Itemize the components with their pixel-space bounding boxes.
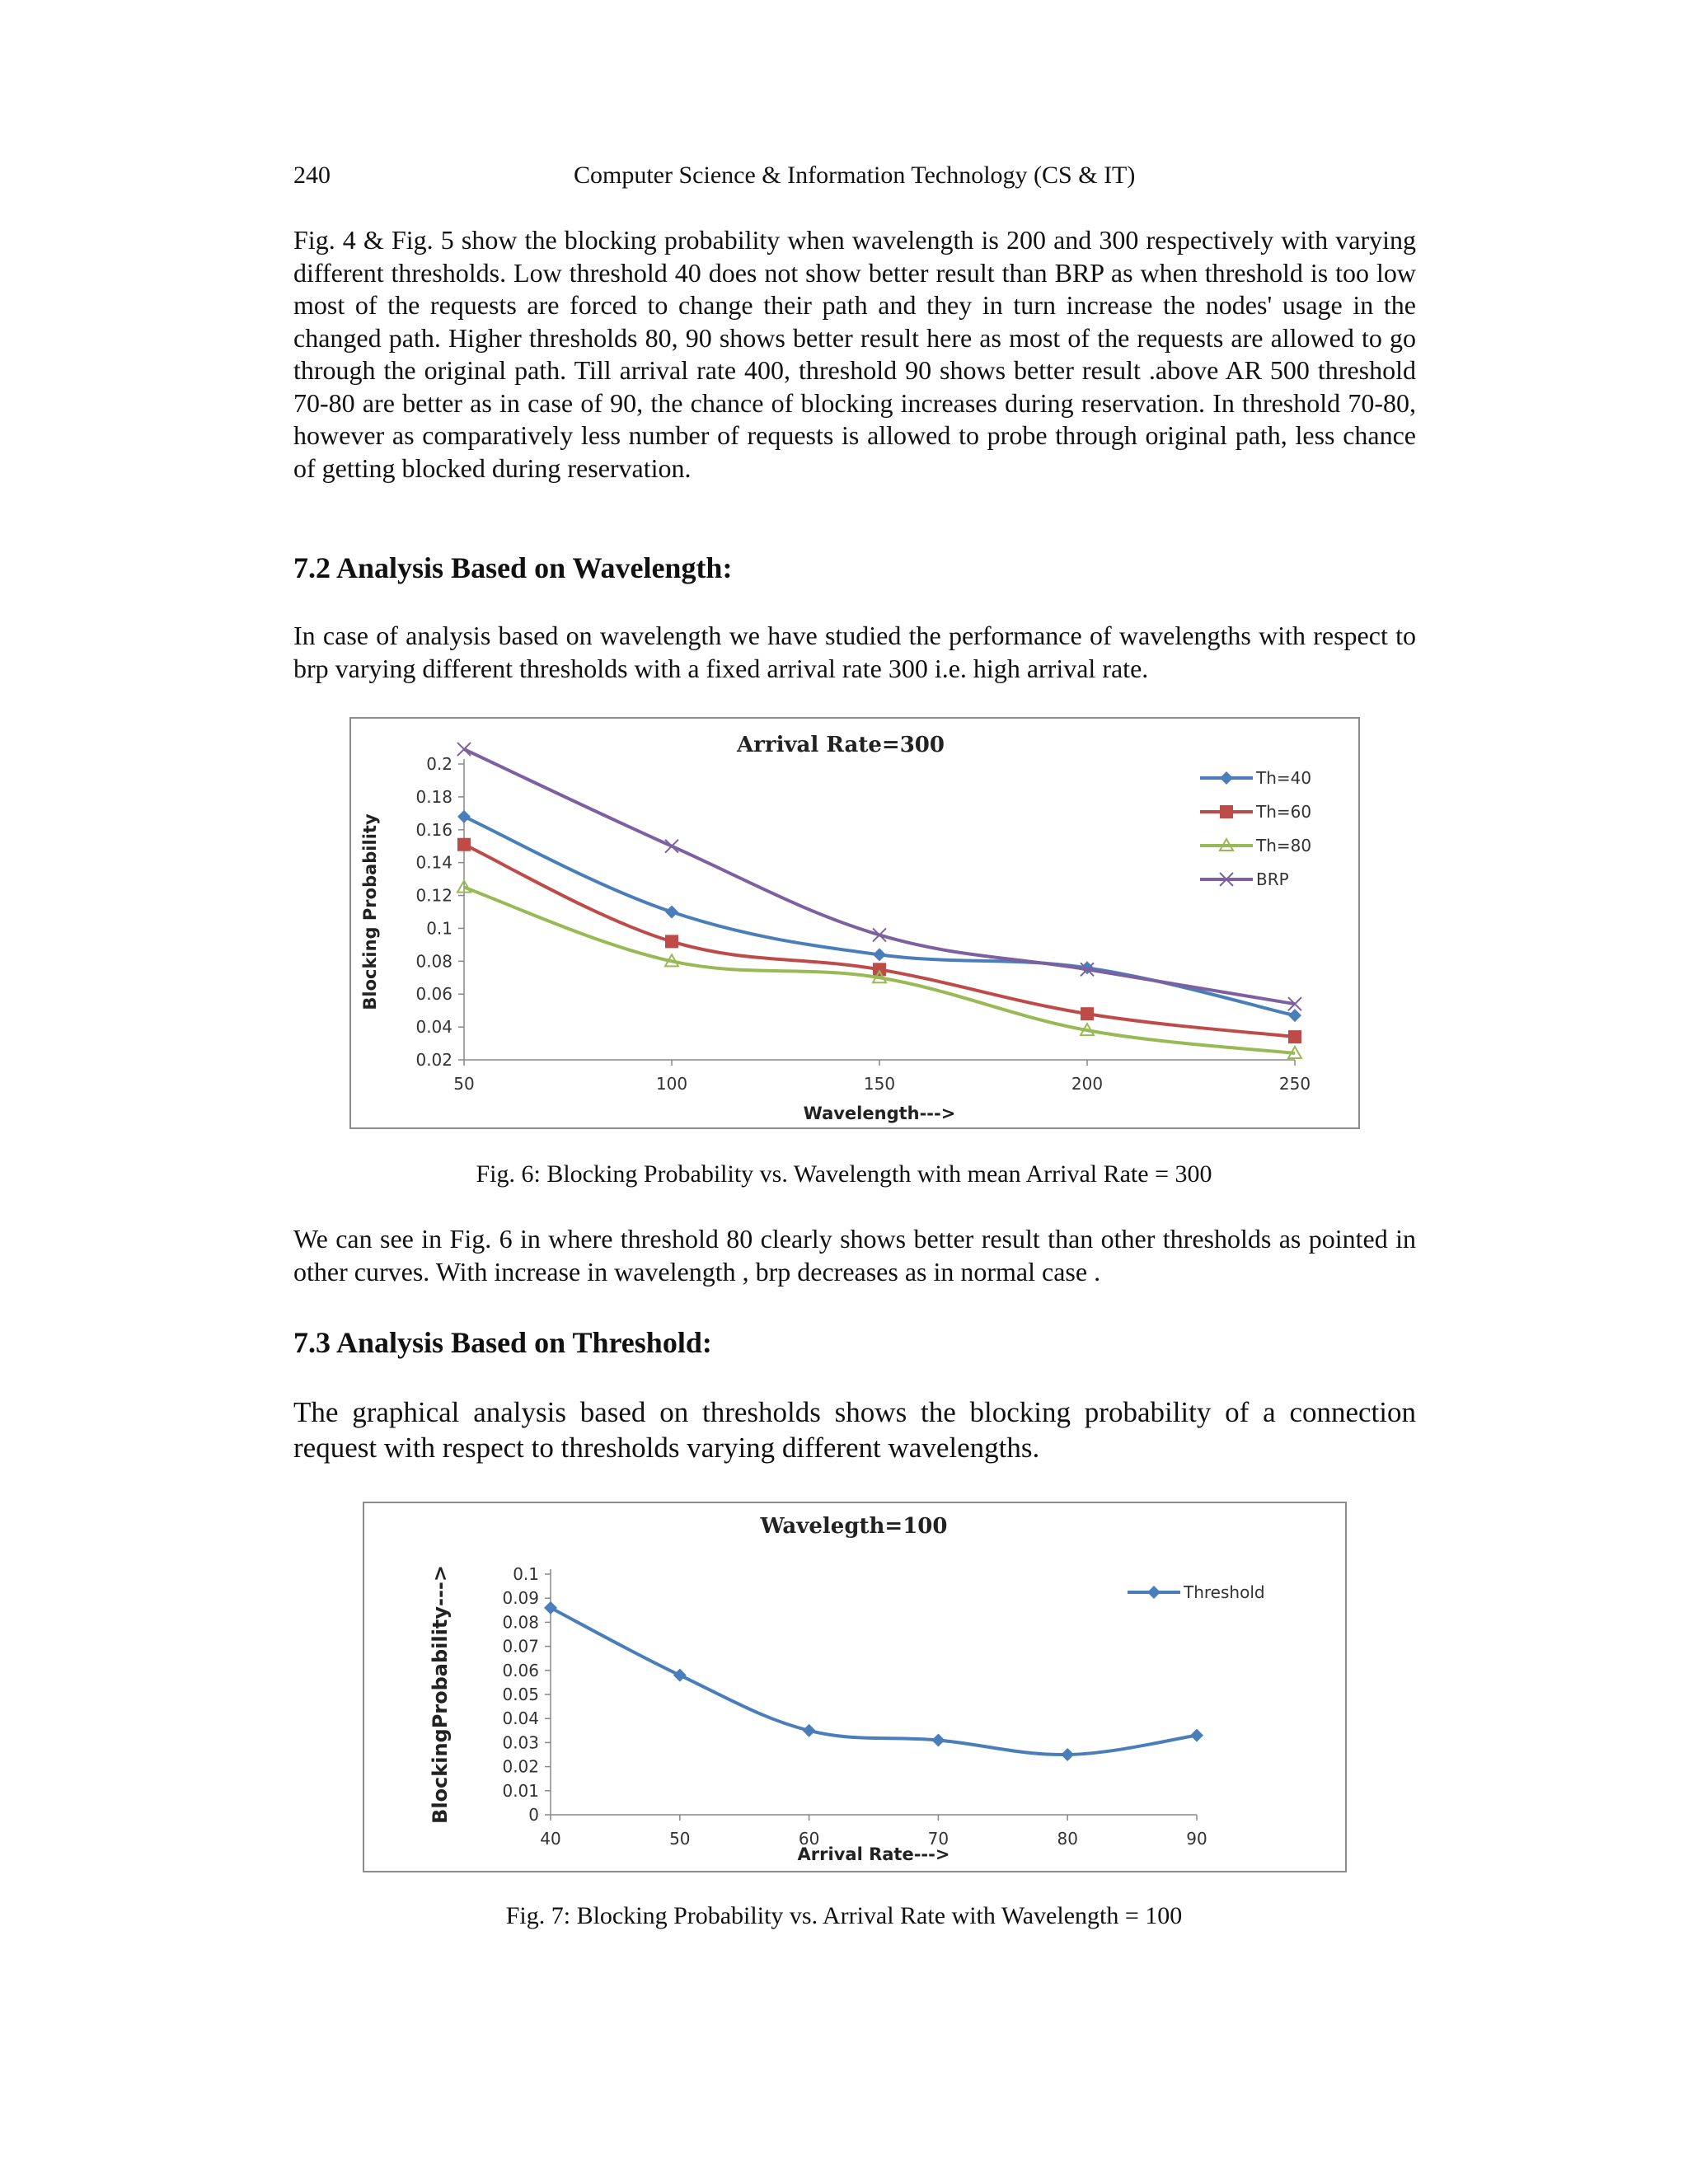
chart-1-svg <box>351 719 1358 1127</box>
x-tick-label: 40 <box>540 1829 561 1849</box>
y-tick-label: 0.04 <box>502 1708 539 1729</box>
legend-marker <box>1220 771 1233 785</box>
chart-title: Wavelegth=100 <box>760 1514 948 1539</box>
y-tick-label: 0.07 <box>502 1636 539 1657</box>
paragraph-intro: Fig. 4 & Fig. 5 show the blocking probability when wavelength is 200 and 300 respectively with varying different thresholds. Low threshold 40 does not show better result than BRP as when threshold is too low most of the requests are forced to change their path and they in turn increase the nodes' usage in the changed path. Higher thresholds 80, 90 shows better result here as most of the requests are allowed to go through the original path. Till arrival rate 400, threshold 90 shows better result .above AR 500 threshold 70-80 are better as in case of 90, the chance of blocking increases during reservation. In threshold 70-80, however as comparatively less number of requests is allowed to probe through original path, less chance of getting blocked during reservation. <box>293 225 1416 483</box>
y-tick-label: 0 <box>528 1805 539 1825</box>
x-tick-label: 250 <box>1278 1074 1311 1094</box>
data-point-th-40 <box>665 906 678 919</box>
x-axis-label: Arrival Rate---> <box>797 1844 950 1864</box>
paragraph-wavelength: In case of analysis based on wavelength we have studied the performance of wavelengths with respect to brp varying different thresholds with a fixed arrival rate 300 i.e. high arrival rate. <box>293 621 1416 683</box>
figure-7-caption: Fig. 7: Blocking Probability vs. Arrival Rate with Wavelength = 100 <box>505 1902 1183 1929</box>
y-tick-label: 0.08 <box>502 1612 539 1633</box>
data-point-threshold <box>931 1733 945 1746</box>
paragraph-fig6-discussion: We can see in Fig. 6 in where threshold 80 clearly shows better result than other thresholds as pointed in other curves. With increase in wavelength , brp decreases as in normal case . <box>293 1224 1416 1286</box>
figure-7-chart <box>363 1502 1347 1872</box>
x-tick-label: 200 <box>1071 1074 1104 1094</box>
legend-label: BRP <box>1256 869 1289 889</box>
y-tick-label: 0.06 <box>415 984 452 1005</box>
page-number: 240 <box>293 162 331 189</box>
series-line-th-60 <box>464 845 1295 1037</box>
data-point-th-60 <box>1081 1007 1094 1020</box>
x-tick-label: 70 <box>927 1829 950 1849</box>
y-tick-label: 0.2 <box>426 754 452 774</box>
data-point-threshold <box>803 1724 816 1737</box>
data-point-threshold <box>1061 1748 1074 1761</box>
figure-6-chart <box>349 717 1360 1129</box>
x-axis-label: Wavelength---> <box>803 1104 956 1123</box>
data-point-th-40 <box>1288 1009 1301 1022</box>
y-tick-label: 0.06 <box>502 1660 539 1680</box>
legend-label: Th=60 <box>1256 802 1312 822</box>
y-tick-label: 0.1 <box>513 1564 539 1584</box>
data-point-threshold <box>673 1669 687 1682</box>
figure-6-caption: Fig. 6: Blocking Probability vs. Wavelength with mean Arrival Rate = 300 <box>476 1160 1212 1188</box>
y-tick-label: 0.03 <box>502 1732 539 1753</box>
y-tick-label: 0.09 <box>502 1588 539 1609</box>
legend-marker <box>1220 805 1233 818</box>
data-point-threshold <box>544 1601 557 1615</box>
section-heading-7-3: 7.3 Analysis Based on Threshold: <box>293 1326 712 1359</box>
x-tick-label: 90 <box>1186 1829 1207 1849</box>
x-tick-label: 50 <box>453 1074 475 1094</box>
data-point-threshold <box>1190 1729 1203 1742</box>
x-tick-label: 60 <box>798 1829 820 1849</box>
y-tick-label: 0.12 <box>415 885 452 906</box>
series-line-th-40 <box>464 817 1295 1015</box>
data-point-th-60 <box>457 838 471 851</box>
x-tick-label: 150 <box>863 1074 896 1094</box>
series-line-threshold <box>551 1608 1197 1755</box>
y-tick-label: 0.14 <box>415 852 452 873</box>
journal-title: Computer Science & Information Technology (CS & IT) <box>574 162 1136 189</box>
data-point-th-60 <box>665 935 678 948</box>
y-tick-label: 0.18 <box>415 786 452 807</box>
y-tick-label: 0.04 <box>415 1017 452 1038</box>
y-tick-label: 0.16 <box>415 819 452 840</box>
data-point-th-60 <box>1288 1030 1301 1043</box>
x-tick-label: 80 <box>1057 1829 1078 1849</box>
x-tick-label: 100 <box>655 1074 688 1094</box>
data-point-brp <box>457 743 471 756</box>
y-tick-label: 0.1 <box>426 918 452 939</box>
y-tick-label: 0.08 <box>415 951 452 972</box>
y-tick-label: 0.05 <box>502 1685 539 1704</box>
y-tick-label: 0.02 <box>415 1050 452 1070</box>
chart-title: Arrival Rate=300 <box>737 733 945 757</box>
legend-label: Threshold <box>1184 1582 1265 1602</box>
legend-marker <box>1147 1586 1160 1599</box>
chart-2-svg <box>364 1503 1345 1871</box>
paragraph-threshold: The graphical analysis based on thresholds shows the blocking probability of a connection request with respect to thresholds varying different wavelengths. <box>293 1396 1416 1464</box>
y-axis-label: BlockingProbability---> <box>429 1565 452 1824</box>
legend-label: Th=80 <box>1256 836 1312 855</box>
y-tick-label: 0.02 <box>502 1756 539 1777</box>
data-point-th-40 <box>873 948 886 961</box>
x-tick-label: 50 <box>669 1829 691 1849</box>
y-axis-label: Blocking Probability <box>360 813 380 1010</box>
data-point-brp <box>665 840 678 853</box>
y-tick-label: 0.01 <box>502 1780 539 1801</box>
section-heading-7-2: 7.2 Analysis Based on Wavelength: <box>293 551 733 584</box>
data-point-th-40 <box>457 810 471 823</box>
legend-label: Th=40 <box>1256 768 1312 788</box>
